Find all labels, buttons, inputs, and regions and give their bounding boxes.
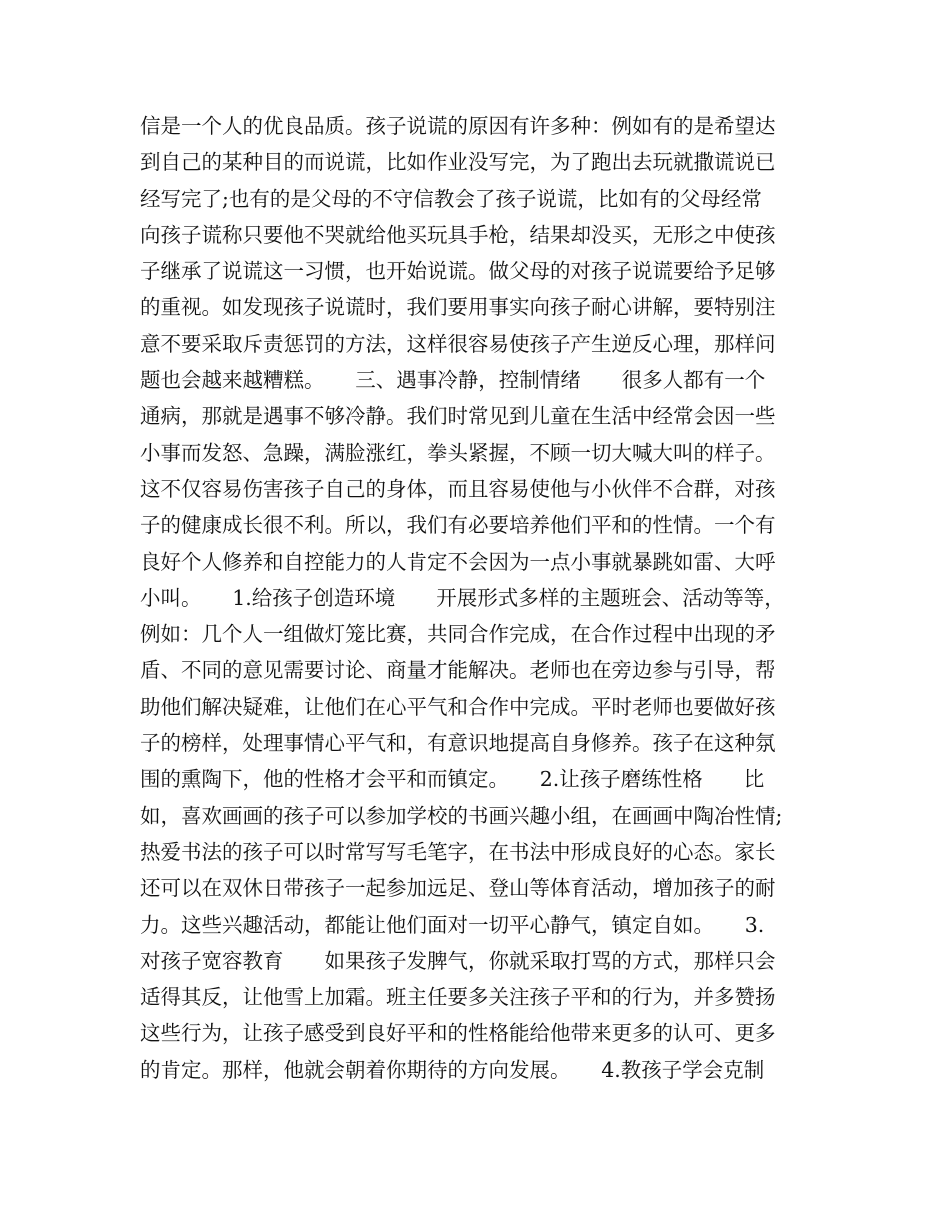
text-line: 意不要采取斥责惩罚的方法，这样很容易使孩子产生逆反心理，那样问 bbox=[140, 331, 776, 356]
text-line: 对孩子宽容教育 如果孩子发脾气，你就采取打骂的方式，那样只会 bbox=[140, 948, 776, 973]
text-line: 这不仅容易伤害孩子自己的身体，而且容易使他与小伙伴不合群，对孩 bbox=[140, 476, 776, 501]
text-line: 如，喜欢画画的孩子可以参加学校的书画兴趣小组，在画画中陶冶性情; bbox=[140, 803, 783, 828]
text-line: 的重视。如发现孩子说谎时，我们要用事实向孩子耐心讲解，要特别注 bbox=[140, 295, 776, 320]
text-line: 力。这些兴趣活动，都能让他们面对一切平心静气，镇定自如。 3. bbox=[140, 912, 765, 937]
text-line: 题也会越来越糟糕。 三、遇事冷静，控制情绪 很多人都有一个 bbox=[140, 368, 766, 393]
text-line: 小事而发怒、急躁，满脸涨红，拳头紧握，不顾一切大喊大叫的样子。 bbox=[140, 440, 776, 465]
text-line: 子的榜样，处理事情心平气和，有意识地提高自身修养。孩子在这种氛 bbox=[140, 731, 776, 756]
text-line: 向孩子谎称只要他不哭就给他买玩具手枪，结果却没买，无形之中使孩 bbox=[140, 222, 776, 247]
text-line: 的肯定。那样，他就会朝着你期待的方向发展。 4.教孩子学会克制 bbox=[140, 1057, 765, 1082]
text-line: 例如：几个人一组做灯笼比赛，共同合作完成，在合作过程中出现的矛 bbox=[140, 622, 776, 647]
text-line: 这些行为，让孩子感受到良好平和的性格能给他带来更多的认可、更多 bbox=[140, 1021, 776, 1046]
text-line: 子的健康成长很不利。所以，我们有必要培养他们平和的性情。一个有 bbox=[140, 513, 776, 538]
text-line: 通病，那就是遇事不够冷静。我们时常见到儿童在生活中经常会因一些 bbox=[140, 404, 776, 429]
text-line: 围的熏陶下，他的性格才会平和而镇定。 2.让孩子磨练性格 比 bbox=[140, 767, 765, 792]
text-line: 助他们解决疑难，让他们在心平气和合作中完成。平时老师也要做好孩 bbox=[140, 694, 776, 719]
text-line: 盾、不同的意见需要讨论、商量才能解决。老师也在旁边参与引导，帮 bbox=[140, 658, 776, 683]
text-line: 小叫。 1.给孩子创造环境 开展形式多样的主题班会、活动等等， bbox=[140, 585, 785, 610]
text-line: 到自己的某种目的而说谎，比如作业没写完，为了跑出去玩就撒谎说已 bbox=[140, 150, 776, 175]
text-line: 适得其反，让他雪上加霜。班主任要多关注孩子平和的行为，并多赞扬 bbox=[140, 985, 776, 1010]
text-line: 子继承了说谎这一习惯，也开始说谎。做父母的对孩子说谎要给予足够 bbox=[140, 259, 776, 284]
text-line: 信是一个人的优良品质。孩子说谎的原因有许多种：例如有的是希望达 bbox=[140, 114, 776, 138]
body-text bbox=[140, 108, 820, 1088]
text-line: 良好个人修养和自控能力的人肯定不会因为一点小事就暴跳如雷、大呼 bbox=[140, 549, 776, 574]
text-line: 还可以在双休日带孩子一起参加远足、登山等体育活动，增加孩子的耐 bbox=[140, 876, 776, 901]
text-line: 热爱书法的孩子可以时常写写毛笔字，在书法中形成良好的心态。家长 bbox=[140, 839, 776, 864]
text-line: 经写完了;也有的是父母的不守信教会了孩子说谎，比如有的父母经常 bbox=[140, 186, 762, 211]
